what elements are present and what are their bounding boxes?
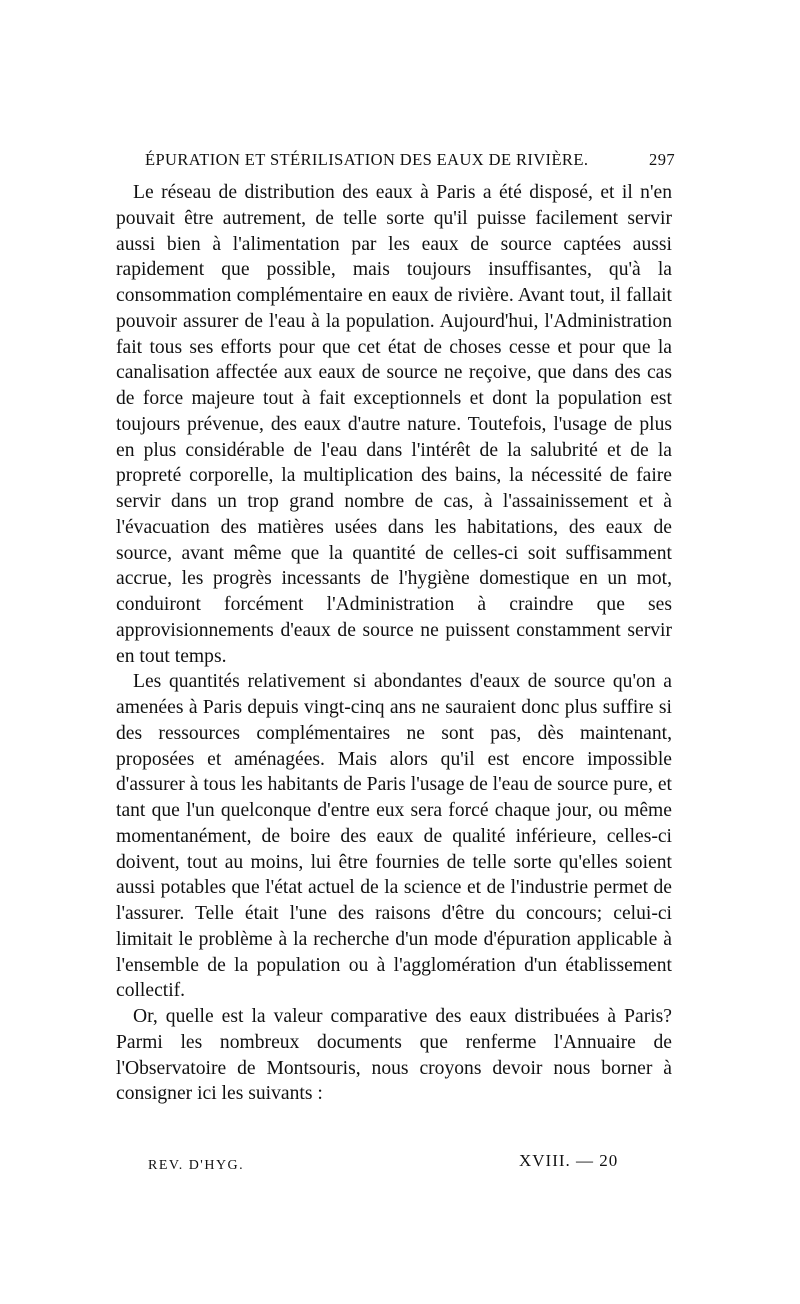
paragraph: Le réseau de distribution des eaux à Paris a été disposé, et il n'en pouvait être autrement, de telle sorte qu'il puisse facilement servir aussi bien à l'alimentation par les eaux de source captées aussi rapidement que possible, mais toujours insuffisantes, qu'à la consommation complémentaire en eaux de rivière. Avant tout, il fallait pouvoir assurer de l'eau à la population. Aujourd'hui, l'Administration fait tous ses efforts pour que cet état de choses cesse et pour que la canalisation affectée aux eaux de source ne reçoive, que dans des cas de force majeure tout à fait exceptionnels et dont la population est toujours prévenue, des eaux d'autre nature. Toutefois, l'usage de plus en plus considérable de l'eau dans l'intérêt de la salubrité et de la propreté corporelle, la multiplication des bains, la nécessité de faire servir dans un trop grand nombre de cas, à l'assainissement et à l'évacuation des matières usées dans les habitations, des eaux de source, avant même que la quantité de celles-ci soit suffisamment accrue, les progrès incessants de l'hygiène domestique en un mot, conduiront forcément l'Administration à craindre que ses approvisionnements d'eaux de source ne puissent constamment servir en tout temps. [116, 182, 672, 667]
paragraph: Les quantités relativement si abondantes d'eaux de source qu'on a amenées à Paris depuis vingt-cinq ans ne sauraient donc plus suffire si des ressources complémentaires ne sont pas, dès maintenant, proposées et aménagées. Mais alors qu'il est encore impossible d'assurer à tous les habitants de Paris l'usage de l'eau de source pure, et tant que l'un quelconque d'entre eux sera forcé chaque jour, ou même momentanément, de boire des eaux de qualité inférieure, celles-ci doivent, tout au moins, lui être fournies de telle sorte qu'elles soient aussi potables que l'état actuel de la science et de l'industrie permet de l'assurer. Telle était l'une des raisons d'être du concours; celui-ci limitait le problème à la recherche d'un mode d'épuration applicable à l'ensemble de la population ou à l'agglomération d'un établissement collectif. [116, 671, 672, 1002]
page-number: 297 [649, 150, 675, 169]
body-text [116, 180, 672, 1107]
footer-signature-mark: XVIII. — 20 [519, 1151, 619, 1170]
footer-signature: REV. D'HYG. [148, 1158, 245, 1173]
running-title: ÉPURATION ET STÉRILISATION DES EAUX DE RIVIÈRE. [145, 150, 589, 169]
paragraph: Or, quelle est la valeur comparative des eaux distribuées à Paris? Parmi les nombreux documents que renferme l'Annuaire de l'Observatoire de Montsouris, nous croyons devoir nous borner à consigner ici les suivants : [116, 1006, 672, 1105]
running-header [145, 150, 675, 174]
